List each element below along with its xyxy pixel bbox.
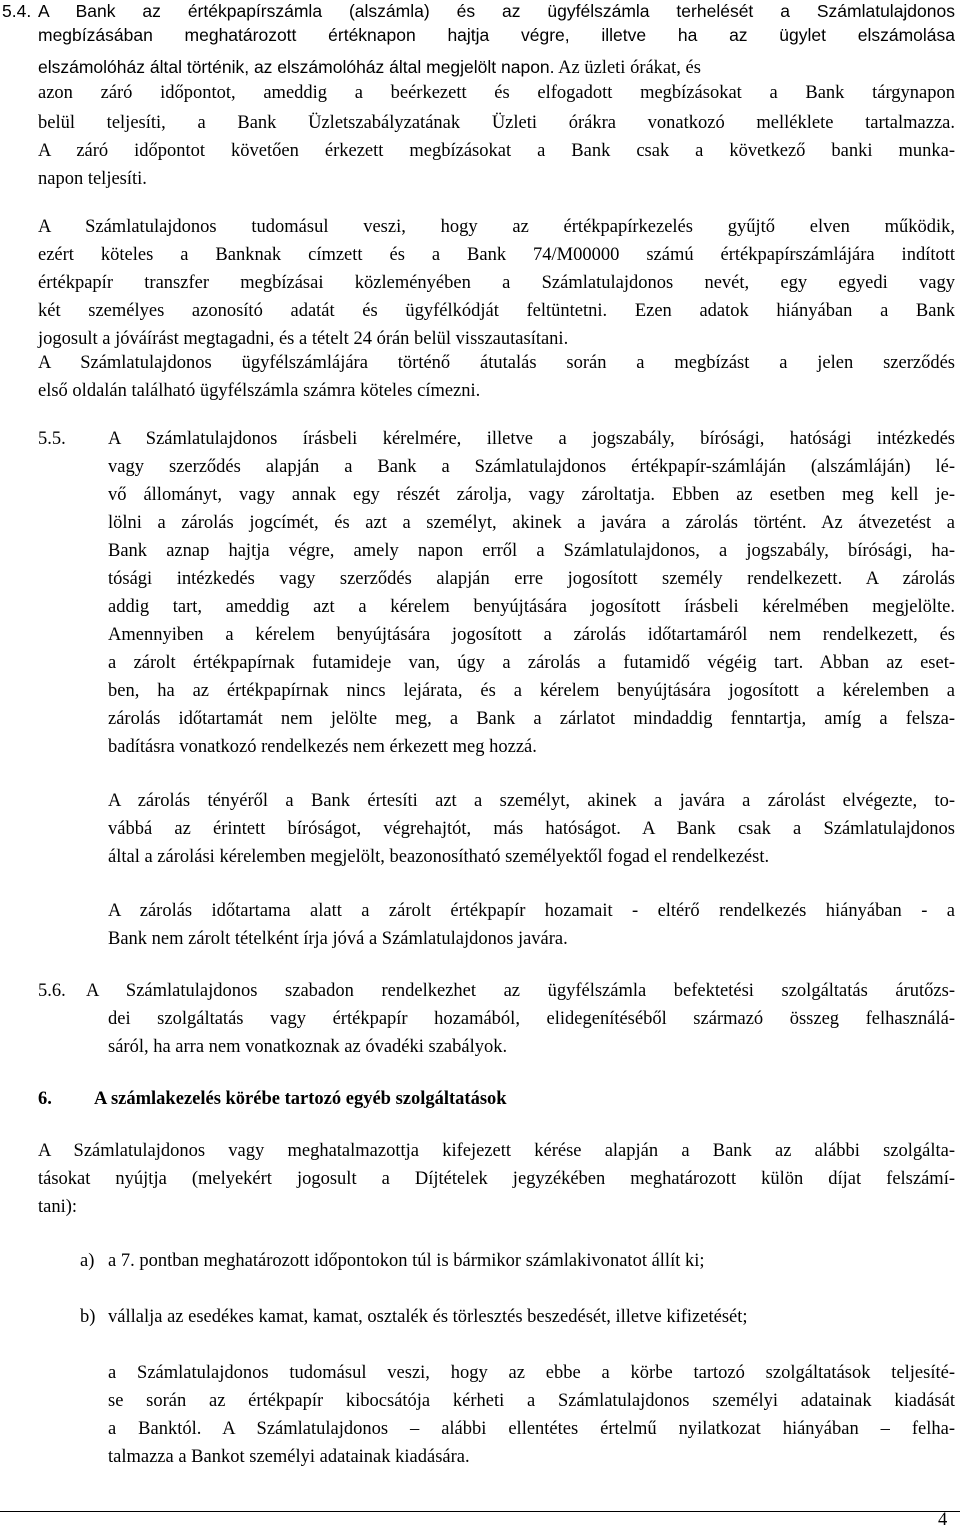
section-5-4-paragraph-line: A Számlatulajdonos ügyfélszámlájára történő átutalás során a megbízást a jelen szerződés [38, 353, 955, 373]
section-5-5-line: a zárolt értékpapírnak futamideje van, úgy a zárolás a futamidő végéig tart. Abban az eset- [108, 653, 955, 673]
section-5-4-line: azon záró időpontot, ameddig a beérkezett és elfogadott megbízásokat a Bank tárgynapon [38, 83, 955, 103]
list-item-b-marker: b) [80, 1307, 96, 1327]
section-5-5-paragraph-line: A zárolás időtartama alatt a zárolt értékpapír hozamait - eltérő rendelkezés hiányában - a [108, 901, 955, 921]
section-6-note-line: a Számlatulajdonos tudomásul veszi, hogy az ebbe a körbe tartozó szolgáltatások teljesíté- [108, 1363, 955, 1383]
section-5-4-line: belül teljesíti, a Bank Üzletszabályzatának Üzleti órákra vonatkozó melléklete tartalmazza. [38, 113, 955, 133]
section-5-4-paragraph-line: értékpapír transzfer megbízásai közleményében a Számlatulajdonos nevét, egy egyedi vagy [38, 273, 955, 293]
section-5-5-line: zárolás időtartamát nem jelölte meg, a Bank a zárlatot mindaddig fenntartja, amíg a felsza- [108, 709, 955, 729]
section-5-5-line: badításra vonatkozó rendelkezés nem érkezett meg hozzá. [108, 737, 537, 757]
section-5-5-line: A Számlatulajdonos írásbeli kérelmére, illetve a jogszabály, bírósági, hatósági intézkedés [108, 429, 955, 449]
section-5-5-line: lölni a zárolás jogcímét, és azt a személyt, akinek a javára a zárolás történt. Az átvezetést a [108, 513, 955, 533]
page-number: 4 [938, 1510, 948, 1530]
section-5-4-paragraph-line: két személyes azonosító adatát és ügyfélkódját feltüntetni. Ezen adatok hiányában a Bank [38, 301, 955, 321]
section-5-6-line: sáról, ha arra nem vonatkoznak az óvadéki szabályok. [108, 1037, 508, 1057]
section-6-intro-line: tani): [38, 1197, 78, 1217]
section-number-5-6: 5.6. [38, 981, 66, 1001]
section-6-intro-line: tásokat nyújtja (melyekért jogosult a Díjtételek jegyzékében meghatározott külön díjat felszámí- [38, 1169, 955, 1189]
section-6-note-line: a Banktól. A Számlatulajdonos – alábbi ellentétes értelmű nyilatkozat hiányában – felha- [108, 1419, 955, 1439]
list-item-a-text: a 7. pontban meghatározott időpontokon túl is bármikor számlakivonatot állít ki; [108, 1251, 705, 1271]
section-5-5-paragraph-line: által a zárolási kérelemben megjelölt, beazonosítható személyektől fogad el rendelkezést. [108, 847, 770, 867]
section-5-4-paragraph-line: A Számlatulajdonos tudomásul veszi, hogy az értékpapírkezelés gyűjtő elven működik, [38, 217, 955, 237]
section-6-heading: A számlakezelés körébe tartozó egyéb szolgáltatások [94, 1089, 507, 1109]
section-5-4-line: elszámolóház által történik, az elszámolóház által megjelölt napon. Az üzleti órákat, és [38, 57, 701, 78]
section-6-note-line: talmazza a Bankot személyi adatainak kiadására. [108, 1447, 470, 1467]
section-5-4-paragraph-line: első oldalán található ügyfélszámla számra köteles címezni. [38, 381, 481, 401]
section-5-4-line: napon teljesíti. [38, 169, 147, 189]
list-item-b-text: vállalja az esedékes kamat, kamat, osztalék és törlesztés beszedését, illetve kifizetését; [108, 1307, 748, 1327]
section-5-6-line: A Számlatulajdonos szabadon rendelkezhet az ügyfélszámla befektetési szolgáltatás árutőzs- [86, 981, 955, 1001]
section-5-4-line: A záró időpontot követően érkezett megbízásokat a Bank csak a következő banki munka- [38, 141, 955, 161]
section-number-5-4: 5.4. [2, 1, 32, 21]
section-5-5-paragraph-line: Bank nem zárolt tételként írja jóvá a Számlatulajdonos javára. [108, 929, 568, 949]
section-6-intro-line: A Számlatulajdonos vagy meghatalmazottja kifejezett kérése alapján a Bank az alábbi szolgálta- [38, 1141, 955, 1161]
section-6-note-line: se során az értékpapír kibocsátója kérheti a Számlatulajdonos személyi adatainak kiadását [108, 1391, 955, 1411]
section-5-4-line: megbízásában meghatározott értéknapon hajtja végre, illetve ha az ügylet elszámolása [38, 25, 955, 45]
section-5-5-line: vő állományt, vagy annak egy részét zárolja, vagy zároltatja. Ebben az esetben meg kell je- [108, 485, 955, 505]
section-5-5-line: vagy szerződés alapján a Bank a Számlatulajdonos értékpapír-számláján (alszámláján) lé- [108, 457, 955, 477]
section-5-5-line: Bank aznap hajtja végre, amely napon erről a Számlatulajdonos, a jogszabály, bírósági, ha- [108, 541, 955, 561]
section-5-4-line: A Bank az értékpapírszámla (alszámla) és az ügyfélszámla terhelését a Számlatulajdonos [38, 1, 955, 21]
section-5-4-paragraph-line: ezért köteles a Banknak címzett és a Bank 74/M00000 számú értékpapírszámlájára indított [38, 245, 955, 265]
section-5-5-line: addig tart, ameddig azt a kérelem benyújtására jogosított írásbeli kérelmében megjelölte. [108, 597, 955, 617]
section-5-5-line: Amennyiben a kérelem benyújtására jogosított a zárolás időtartamáról nem rendelkezett, és [108, 625, 955, 645]
list-item-a-marker: a) [80, 1251, 95, 1271]
section-6-number: 6. [38, 1089, 52, 1109]
section-5-5-paragraph-line: A zárolás tényéről a Bank értesíti azt a személyt, akinek a javára a zárolást elvégezte, to- [108, 791, 955, 811]
section-number-5-5: 5.5. [38, 429, 66, 449]
section-5-6-line: dei szolgáltatás vagy értékpapír hozamából, elidegenítéséből származó összeg felhasználá- [108, 1009, 955, 1029]
footer-rule [0, 1511, 960, 1512]
section-5-5-paragraph-line: vábbá az érintett bíróságot, végrehajtót, más hatóságot. A Bank csak a Számlatulajdonos [108, 819, 955, 839]
section-5-5-line: tósági intézkedés vagy szerződés alapján erre jogosított személy rendelkezett. A zárolás [108, 569, 955, 589]
section-5-5-line: ben, ha az értékpapírnak nincs lejárata, és a kérelem benyújtására jogosított a kérelemben a [108, 681, 955, 701]
section-5-4-paragraph-line: jogosult a jóváírást megtagadni, és a tételt 24 órán belül visszautasítani. [38, 329, 569, 349]
